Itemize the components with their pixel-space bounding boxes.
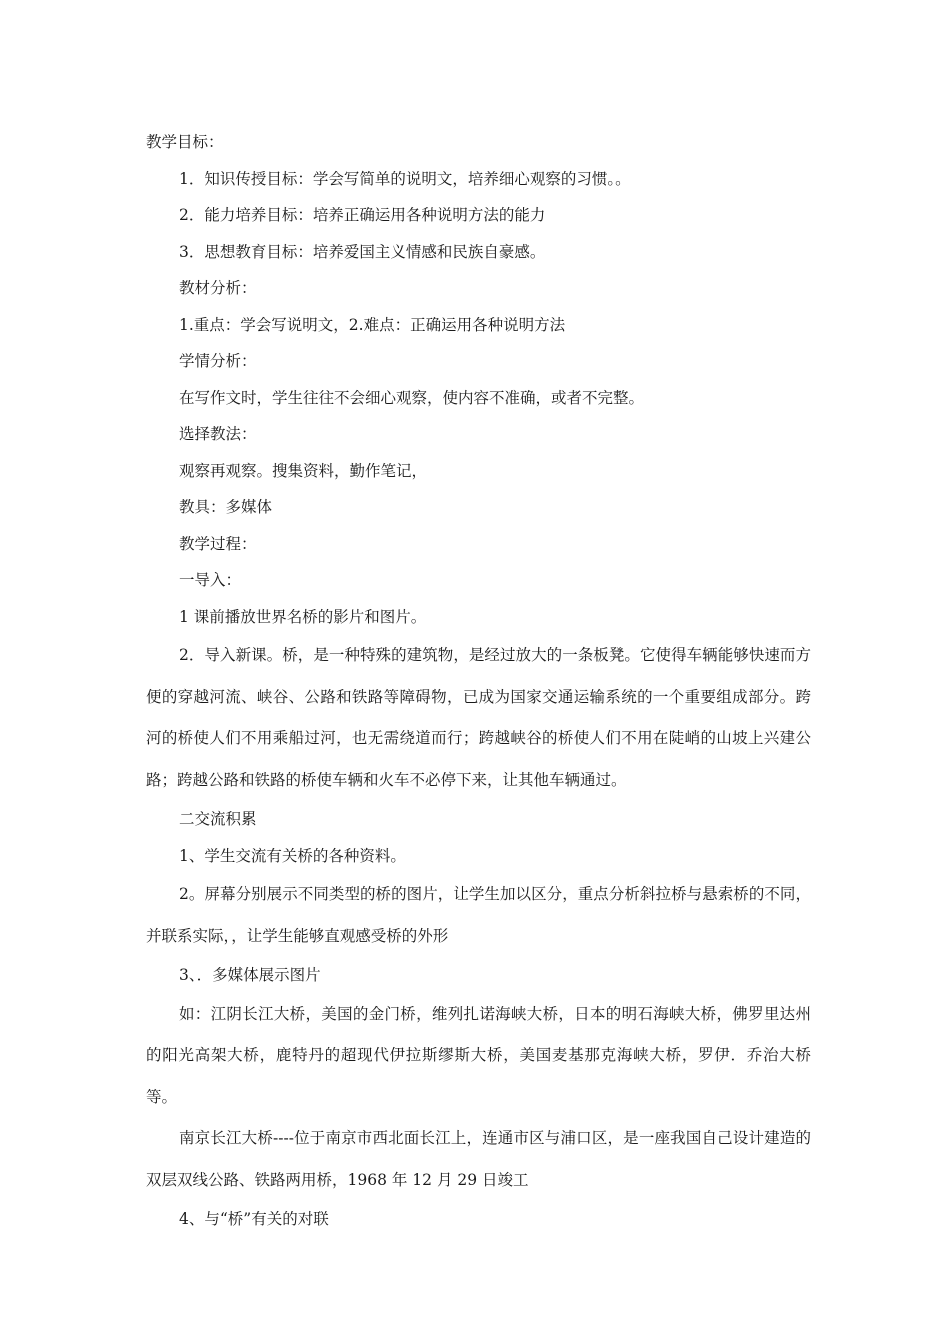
heading-material-analysis: 教材分析： [179,279,257,297]
goal-ability: 2．能力培养目标：培养正确运用各种说明方法的能力 [179,206,546,224]
goal-knowledge: 1．知识传授目标：学会写简单的说明文，培养细心观察的习惯。。 [179,169,631,188]
document-page [146,124,811,1238]
student-analysis-text: 在写作文时，学生往往不会细心观察，使内容不准确，或者不完整。 [179,388,645,407]
key-points: 1.重点：学会写说明文，2.难点：正确运用各种说明方法 [179,315,566,334]
section-introduction: 一导入： [179,571,242,589]
nanjing-bridge: 南京长江大桥----位于南京市西北面长江上，连通市区与浦口区，是一座我国自己设计建造的双层双线公路、铁路两用桥，1968 年 12 月 29 日竣工 [146,1129,811,1189]
exchange-step-1: 1、学生交流有关桥的各种资料。 [179,846,406,865]
exchange-step-2: 2。屏幕分别展示不同类型的桥的图片，让学生加以区分，重点分析斜拉桥与悬索桥的不同，并联系实际，，让学生能够直观感受桥的外形 [146,885,811,945]
teaching-method-text: 观察再观察。搜集资料，勤作笔记， [179,461,428,480]
heading-teaching-method: 选择教法： [179,425,257,443]
section-exchange: 二交流积累 [179,810,257,828]
teaching-aids: 教具：多媒体 [179,498,273,516]
heading-teaching-process: 教学过程： [179,534,257,553]
intro-step-1: 1 课前播放世界名桥的影片和图片。 [179,607,427,626]
goal-ideology: 3．思想教育目标：培养爱国主义情感和民族自豪感。 [179,242,546,261]
intro-step-2: 2．导入新课。桥，是一种特殊的建筑物，是经过放大的一条板凳。它使得车辆能够快速而方便的穿越河流、峡谷、公路和铁路等障碍物，已成为国家交通运输系统的一个重要组成部分。跨河的桥使人们不用乘船过河，也无需绕道而行；跨越峡谷的桥使人们不用在陡峭的山坡上兴建公路；跨越公路和铁路的桥使车辆和火车不必停下来，让其他车辆通过。 [146,646,811,789]
exchange-step-3: 3、．多媒体展示图片 [179,966,321,984]
heading-teaching-goals: 教学目标： [146,133,224,151]
heading-student-analysis: 学情分析： [179,352,257,370]
exchange-step-4: 4、与“桥”有关的对联 [179,1210,329,1228]
bridge-examples: 如：江阴长江大桥，美国的金门桥，维列扎诺海峡大桥，日本的明石海峡大桥，佛罗里达州的阳光高架大桥，鹿特丹的超现代伊拉斯缪斯大桥，美国麦基那克海峡大桥，罗伊．乔治大桥等。 [146,1004,811,1106]
